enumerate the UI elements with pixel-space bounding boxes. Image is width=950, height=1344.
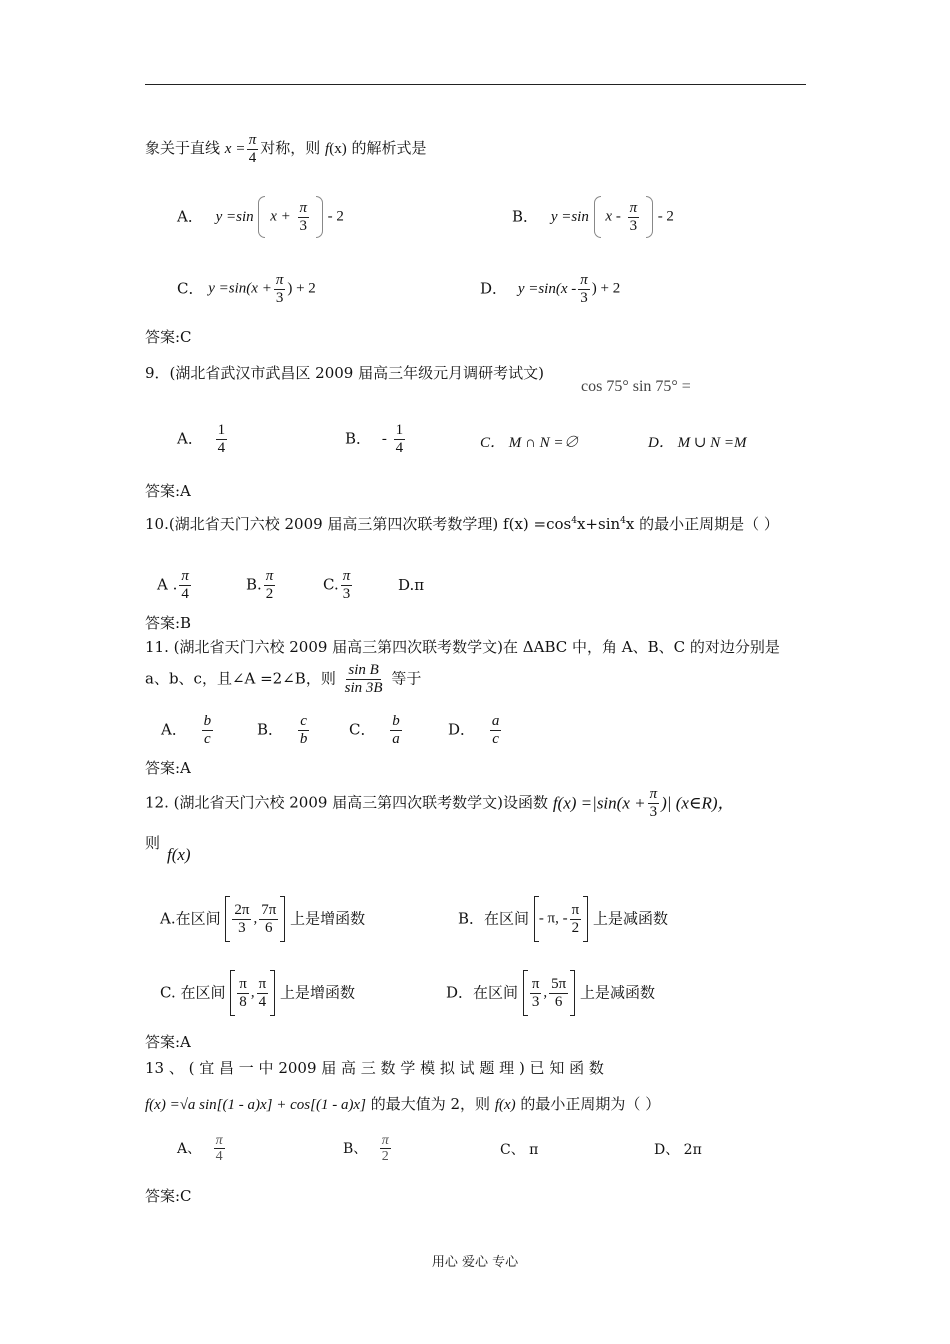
q13-stem-line2: f(x) =√a sin[(1 - a)x] + cos[(1 - a)x] 的最大值为 2，则 f(x) 的最小正周期为（ ） [145, 1095, 661, 1113]
q12-option-d: D．在区间 $\frac{\pi}{3}$ , $\frac{5\pi}{6}$ 上是减函数 [446, 970, 655, 1016]
q10-option-b: B. $\frac{\pi}{2}$ [246, 568, 274, 602]
q11-stem-line2: a、b、c，且∠A =2∠B，则 $\frac{\text{sin B}}{\sin 3B}$ 等于 [145, 662, 422, 696]
q13-answer: 答案:C [145, 1187, 192, 1205]
q13-option-d: D、 2π [654, 1142, 702, 1158]
q8-stem: 象关于直线 x = $\frac{\pi}{4}$ 对称，则 f(x) 的解析式是 [145, 132, 427, 166]
q12-option-b: B．在区间 - π, - $\frac{\pi}{2}$ 上是减函数 [458, 896, 668, 942]
q9-answer: 答案:A [145, 482, 191, 500]
q9-option-b: B． - $\frac{1}{4}$ [345, 422, 404, 456]
q8-option-c: C． y =sin(x + $\frac{\pi}{3}$ ) + 2 [177, 272, 316, 306]
q13-option-c: C、 π [500, 1142, 539, 1158]
q11-option-d: D． $\frac{a}{c}$ [448, 713, 500, 747]
page-footer: 用心 爱心 专心 [431, 1255, 519, 1270]
q8-option-a: A． y =sin x + $\frac{\pi}{3}$ - 2 [177, 196, 344, 238]
q9-stem: 9．(湖北省武汉市武昌区 2009 届高三年级元月调研考试文) [145, 364, 544, 382]
q8-answer: 答案:C [145, 328, 192, 346]
q10-option-d: D.π [398, 576, 425, 594]
q11-option-c: C． $\frac{b}{a}$ [349, 713, 400, 747]
q8-option-b: B． y =sin x - $\frac{\pi}{3}$ - 2 [512, 196, 674, 238]
q10-stem: 10.(湖北省天门六校 2009 届高三第四次联考数学理) $f(x) =\cos^4x+\sin^4x$ 的最小正周期是（ ） [145, 515, 779, 533]
q12-stem-then: 则 [145, 834, 161, 852]
q9-option-d: D． M ∪ N =M [648, 435, 747, 451]
q13-option-a: A、 $\frac{\pi}{4}$ [177, 1133, 223, 1165]
q10-option-a: A . $\frac{\pi}{4}$ [157, 568, 189, 602]
q12-stem-line1: 12. (湖北省天门六校 2009 届高三第四次联考数学文)设函数 f(x) =|sin(x + $\frac{\pi}{3}$ )| (x∈R)， [145, 786, 735, 820]
q11-stem-line1: 11. (湖北省天门六校 2009 届高三第四次联考数学文)在 ΔABC 中，角 A、B、C 的对边分别是 [145, 638, 780, 656]
q9-option-a: A． $\frac{1}{4}$ [177, 422, 226, 456]
q10-answer: 答案:B [145, 614, 192, 632]
q8-option-d: D． y =sin(x - $\frac{\pi}{3}$ ) + 2 [480, 272, 621, 306]
q11-option-b: B． $\frac{c}{b}$ [257, 713, 308, 747]
q11-option-a: A． $\frac{b}{c}$ [161, 713, 212, 747]
q13-stem-line1: 13 、 ( 宜 昌 一 中 2009 届 高 三 数 学 模 拟 试 题 理 ) 已 知 函 数 [145, 1059, 604, 1077]
q9-option-c: C． M ∩ N =∅ [480, 435, 579, 451]
q13-option-b: B、 $\frac{\pi}{2}$ [343, 1133, 389, 1165]
q9-formula: cos 75° sin 75° = [581, 378, 691, 395]
q11-answer: 答案:A [145, 759, 191, 777]
q12-option-c: C. 在区间 $\frac{\pi}{8}$ , $\frac{\pi}{4}$ 上是增函数 [160, 970, 355, 1016]
header-rule [145, 84, 806, 85]
q12-option-a: A.在区间 $\frac{2\pi}{3}$ , $\frac{7\pi}{6}$ 上是增函数 [160, 896, 365, 942]
q12-stem-fx: f(x) [167, 845, 191, 864]
q10-option-c: C. $\frac{\pi}{3}$ [323, 568, 351, 602]
q12-answer: 答案:A [145, 1033, 191, 1051]
